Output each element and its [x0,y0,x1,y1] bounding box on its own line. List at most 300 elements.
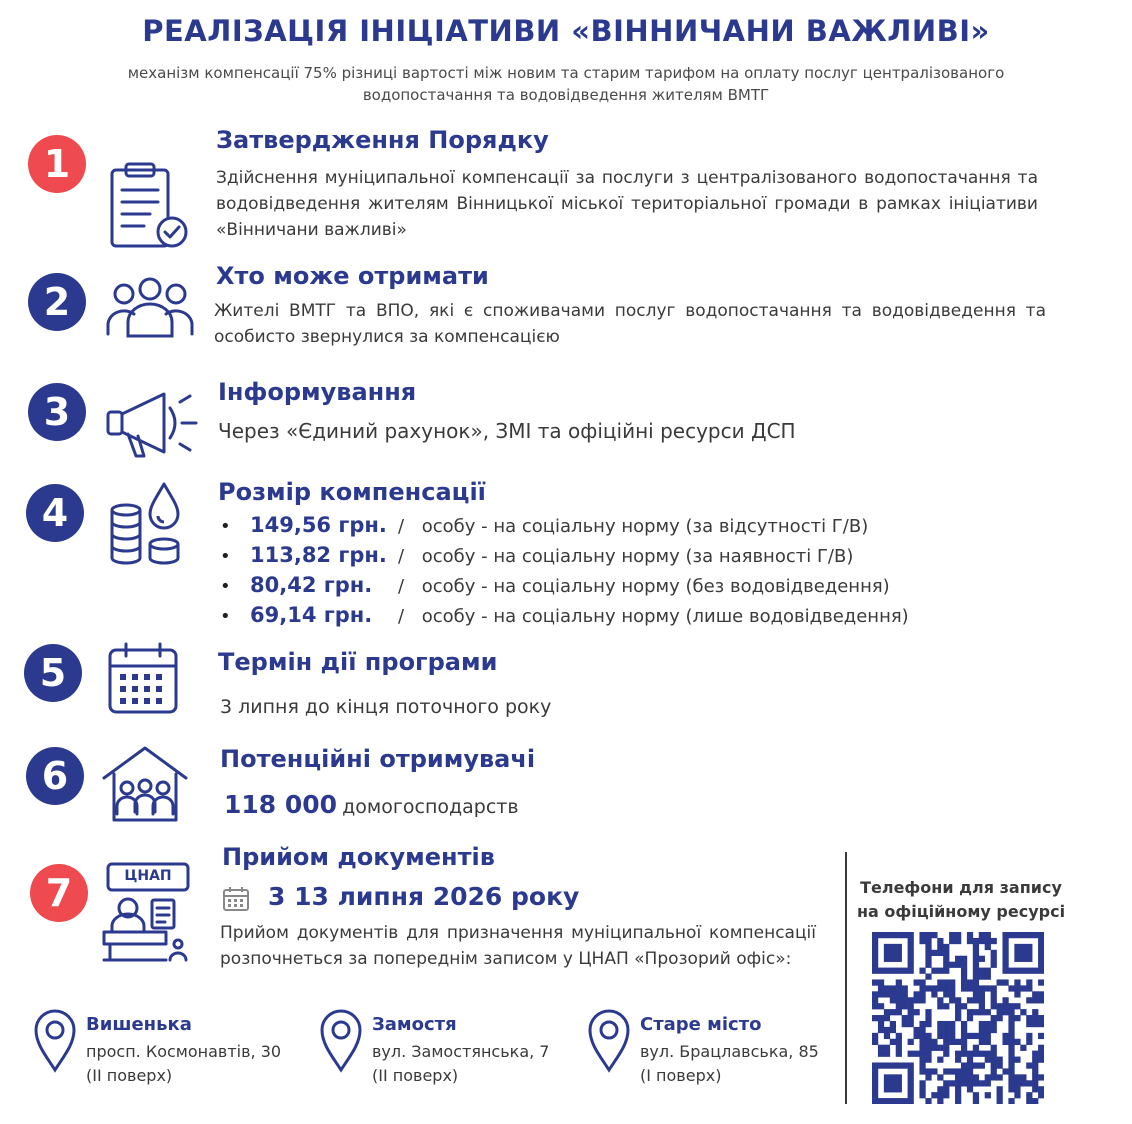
qr-module [949,1039,955,1045]
office-floor: (I поверх) [640,1066,722,1085]
qr-module [1038,950,1044,956]
qr-module [943,1003,949,1009]
qr-module [1038,1015,1044,1021]
qr-module [1002,962,1008,968]
qr-module [1008,1045,1014,1051]
qr-module [1014,944,1020,950]
qr-module [967,1068,973,1074]
qr-label: Телефони для запису на офіційному ресурсі [856,878,1066,921]
qr-module [1026,1080,1032,1086]
qr-module [991,985,997,991]
qr-module [908,1015,914,1021]
qr-module [1002,956,1008,962]
qr-module [878,991,884,997]
qr-module [991,938,997,944]
qr-module [979,932,985,938]
qr-module [949,932,955,938]
qr-module [967,997,973,1003]
qr-module [1032,991,1038,997]
qr-module [955,1003,961,1009]
qr-module [949,1080,955,1086]
qr-module [967,938,973,944]
qr-module [878,1062,884,1068]
section-text: Прийом документів для призначення муніципальної компенсації розпочнеться за попереднім записом у ЦНАП «Прозорий офіс»: [220,923,816,969]
qr-module [1038,1057,1044,1063]
step-number-badge: 6 [26,747,84,805]
map-pin-icon [586,1008,632,1078]
qr-module [949,938,955,944]
qr-module [925,1009,931,1015]
qr-module [961,1045,967,1051]
office-floor: (II поверх) [372,1066,459,1085]
qr-module [872,1092,878,1098]
qr-module [878,968,884,974]
subtitle-line-2: водопостачання та водовідведення жителям ВМТГ [362,86,770,104]
qr-module [991,950,997,956]
qr-module [973,979,979,985]
qr-module [1032,1021,1038,1027]
section-title: Потенційні отримувачі [220,745,536,773]
qr-module [961,1021,967,1027]
qr-module [967,1051,973,1057]
qr-module [884,1027,890,1033]
qr-module [1020,944,1026,950]
qr-module [991,997,997,1003]
qr-module [884,1051,890,1057]
qr-module [884,1080,890,1086]
qr-module [908,1051,914,1057]
qr-code[interactable] [872,932,1044,1108]
qr-module [949,1021,955,1027]
qr-module [979,938,985,944]
qr-module [1014,968,1020,974]
qr-module [872,1039,878,1045]
qr-module [925,1051,931,1057]
qr-module [925,932,931,938]
qr-module [896,985,902,991]
qr-module [919,932,925,938]
qr-module [1038,962,1044,968]
qr-module [1038,991,1044,997]
qr-module [943,962,949,968]
qr-module [1020,950,1026,956]
qr-module [1032,1086,1038,1092]
qr-module [1008,1074,1014,1080]
qr-module [1008,1098,1014,1104]
qr-module [1008,1033,1014,1039]
qr-module [937,1021,943,1027]
qr-module [919,1080,925,1086]
qr-module [896,1086,902,1092]
step-number-badge: 5 [24,644,82,702]
vertical-divider [845,852,847,1104]
qr-module [890,1098,896,1104]
qr-module [896,979,902,985]
qr-module [979,997,985,1003]
qr-module [931,1045,937,1051]
qr-module [902,1003,908,1009]
qr-module [872,956,878,962]
qr-module [973,1033,979,1039]
office-name: Старе місто [640,1014,762,1035]
qr-module [902,1015,908,1021]
qr-module [878,1003,884,1009]
qr-module [1032,1051,1038,1057]
qr-module [997,1062,1003,1068]
qr-module [872,1033,878,1039]
qr-module [890,1039,896,1045]
qr-module [1032,1062,1038,1068]
qr-module [1014,979,1020,985]
qr-module [943,950,949,956]
qr-module [949,985,955,991]
qr-module [943,1051,949,1057]
qr-module [884,1045,890,1051]
qr-module [890,956,896,962]
qr-module [925,1068,931,1074]
qr-module [955,1009,961,1015]
qr-module [937,985,943,991]
qr-module [973,968,979,974]
qr-module [937,1057,943,1063]
qr-module [1002,1003,1008,1009]
qr-module [890,997,896,1003]
qr-module [955,1086,961,1092]
qr-module [1026,1062,1032,1068]
qr-module [1008,1057,1014,1063]
qr-module [973,991,979,997]
qr-module [914,997,920,1003]
qr-module [985,968,991,974]
qr-module [902,932,908,938]
qr-module [872,938,878,944]
qr-module [985,1021,991,1027]
qr-module [1026,1033,1032,1039]
qr-module [890,944,896,950]
qr-module [890,1027,896,1033]
qr-module [878,979,884,985]
qr-module [991,1003,997,1009]
office-street: вул. Брацлавська, 85 [640,1042,819,1061]
qr-module [896,1039,902,1045]
qr-module [908,1039,914,1045]
qr-module [1008,1051,1014,1057]
qr-module [955,1051,961,1057]
qr-module [884,968,890,974]
qr-module [919,1092,925,1098]
qr-module [949,979,955,985]
qr-module [973,956,979,962]
qr-module [1026,944,1032,950]
qr-module [1032,968,1038,974]
qr-module [967,932,973,938]
qr-module [908,950,914,956]
qr-module [896,932,902,938]
qr-module [937,1098,943,1104]
qr-module [943,956,949,962]
qr-module [872,979,878,985]
qr-module [925,962,931,968]
qr-module [937,1074,943,1080]
qr-module [979,1051,985,1057]
step-number-badge: 2 [28,273,86,331]
qr-module [872,1086,878,1092]
qr-module [973,1074,979,1080]
qr-module [919,991,925,997]
qr-module [1020,1074,1026,1080]
qr-module [979,985,985,991]
qr-module [979,1009,985,1015]
qr-module [961,1051,967,1057]
qr-module [985,1057,991,1063]
qr-module [1014,1086,1020,1092]
qr-module [991,1074,997,1080]
qr-module [997,1057,1003,1063]
qr-module [985,938,991,944]
qr-module [919,1027,925,1033]
qr-module [1020,956,1026,962]
qr-module [973,1045,979,1051]
qr-module [985,1074,991,1080]
qr-module [943,1068,949,1074]
qr-module [908,1086,914,1092]
qr-module [896,991,902,997]
qr-module [1008,1009,1014,1015]
qr-module [937,1086,943,1092]
qr-module [937,1033,943,1039]
qr-module [1008,1027,1014,1033]
qr-module [925,944,931,950]
qr-module [896,950,902,956]
qr-module [1020,932,1026,938]
qr-module [1014,1092,1020,1098]
qr-module [991,1021,997,1027]
qr-module [955,956,961,962]
qr-module [961,968,967,974]
qr-module [908,1074,914,1080]
qr-module [973,1092,979,1098]
qr-module [884,1009,890,1015]
qr-module [925,1021,931,1027]
potential-recipients-count [224,790,519,819]
qr-module [890,950,896,956]
qr-module [914,1027,920,1033]
qr-module [908,944,914,950]
qr-module [973,1051,979,1057]
qr-module [955,997,961,1003]
qr-module [937,950,943,956]
qr-module [955,938,961,944]
qr-module [991,1062,997,1068]
qr-module [1002,938,1008,944]
qr-module [872,932,878,938]
qr-module [896,1098,902,1104]
recipients-unit: домогосподарств [342,796,519,818]
qr-module [1026,932,1032,938]
qr-module [908,956,914,962]
calendar-small-icon [222,886,250,912]
qr-module [949,1033,955,1039]
qr-module [890,1062,896,1068]
qr-module [1026,1092,1032,1098]
qr-module [961,956,967,962]
qr-module [1038,1086,1044,1092]
qr-module [872,1080,878,1086]
qr-module [925,1015,931,1021]
qr-module [985,1080,991,1086]
qr-module [908,1009,914,1015]
qr-module [973,962,979,968]
qr-module [937,1003,943,1009]
qr-module [1026,997,1032,1003]
qr-module [943,991,949,997]
qr-module [878,1045,884,1051]
qr-module [908,1021,914,1027]
qr-module [919,1068,925,1074]
qr-module [979,956,985,962]
qr-module [1008,1003,1014,1009]
qr-module [1038,938,1044,944]
qr-module [937,1092,943,1098]
qr-module [890,1080,896,1086]
qr-module [955,1074,961,1080]
qr-module [931,991,937,997]
qr-module [949,962,955,968]
qr-module [1002,932,1008,938]
qr-module [967,1062,973,1068]
qr-module [967,1015,973,1021]
qr-module [997,1009,1003,1015]
qr-module [884,1015,890,1021]
office-street: вул. Замостянська, 7 [372,1042,550,1061]
qr-module [943,1027,949,1033]
qr-module [872,1074,878,1080]
clipboard-check-icon [108,160,192,252]
qr-module [949,997,955,1003]
qr-module [1008,1086,1014,1092]
qr-module [878,1098,884,1104]
qr-module [925,1074,931,1080]
qr-module [1014,1074,1020,1080]
qr-module [1038,932,1044,938]
qr-module [973,944,979,950]
qr-module [955,1039,961,1045]
qr-module [919,1039,925,1045]
office-street: просп. Космонавтів, 30 [86,1042,282,1061]
qr-module [1032,997,1038,1003]
qr-module [1038,956,1044,962]
qr-module [961,985,967,991]
qr-module [979,1039,985,1045]
qr-module [1026,950,1032,956]
map-pin-icon [318,1008,364,1078]
qr-module [973,985,979,991]
qr-module [884,932,890,938]
section-text: 3 липня до кінця поточного року [220,696,552,718]
qr-module [961,1080,967,1086]
qr-module [985,1039,991,1045]
qr-module [925,956,931,962]
qr-module [1014,1080,1020,1086]
qr-module [896,944,902,950]
qr-module [1026,1021,1032,1027]
qr-module [1026,1098,1032,1104]
qr-module [1014,1057,1020,1063]
qr-module [961,1068,967,1074]
qr-module [1038,1033,1044,1039]
qr-module [1038,1045,1044,1051]
qr-module [1038,979,1044,985]
qr-module [908,1062,914,1068]
qr-module [943,944,949,950]
qr-module [961,1062,967,1068]
qr-module [949,1068,955,1074]
qr-module [1002,1009,1008,1015]
qr-module [890,1074,896,1080]
qr-module [884,1062,890,1068]
qr-module [925,1057,931,1063]
section-title: Прийом документів [222,843,495,871]
qr-module [955,962,961,968]
qr-module [1002,1033,1008,1039]
qr-module [943,968,949,974]
cnap-office-icon [100,860,196,964]
qr-module [937,997,943,1003]
office-floor: (II поверх) [86,1066,173,1085]
qr-module [1038,1074,1044,1080]
qr-module [1008,932,1014,938]
qr-module [973,1098,979,1104]
qr-module [979,1062,985,1068]
qr-module [896,956,902,962]
qr-module [908,1092,914,1098]
qr-module [955,1092,961,1098]
qr-module [991,1057,997,1063]
qr-module [896,1051,902,1057]
qr-module [896,1009,902,1015]
qr-module [937,1045,943,1051]
qr-module [914,1051,920,1057]
qr-module [1026,1039,1032,1045]
qr-module [925,950,931,956]
qr-module [937,944,943,950]
office-name: Вишенька [86,1014,192,1035]
qr-module [919,1033,925,1039]
qr-module [884,956,890,962]
qr-module [1026,1015,1032,1021]
section-title: Хто може отримати [216,262,489,290]
qr-module [961,1027,967,1033]
qr-module [919,979,925,985]
qr-module [961,979,967,985]
qr-module [919,1086,925,1092]
qr-module [931,968,937,974]
qr-module [1008,1021,1014,1027]
qr-module [872,991,878,997]
qr-module [967,1086,973,1092]
qr-module [1002,1068,1008,1074]
qr-module [1038,1021,1044,1027]
qr-module [896,1080,902,1086]
qr-module [908,1003,914,1009]
qr-module [919,1051,925,1057]
qr-module [961,962,967,968]
qr-module [896,1033,902,1039]
qr-module [872,962,878,968]
qr-module [919,985,925,991]
qr-module [973,950,979,956]
amount-value: 149,56 грн. [250,513,387,537]
